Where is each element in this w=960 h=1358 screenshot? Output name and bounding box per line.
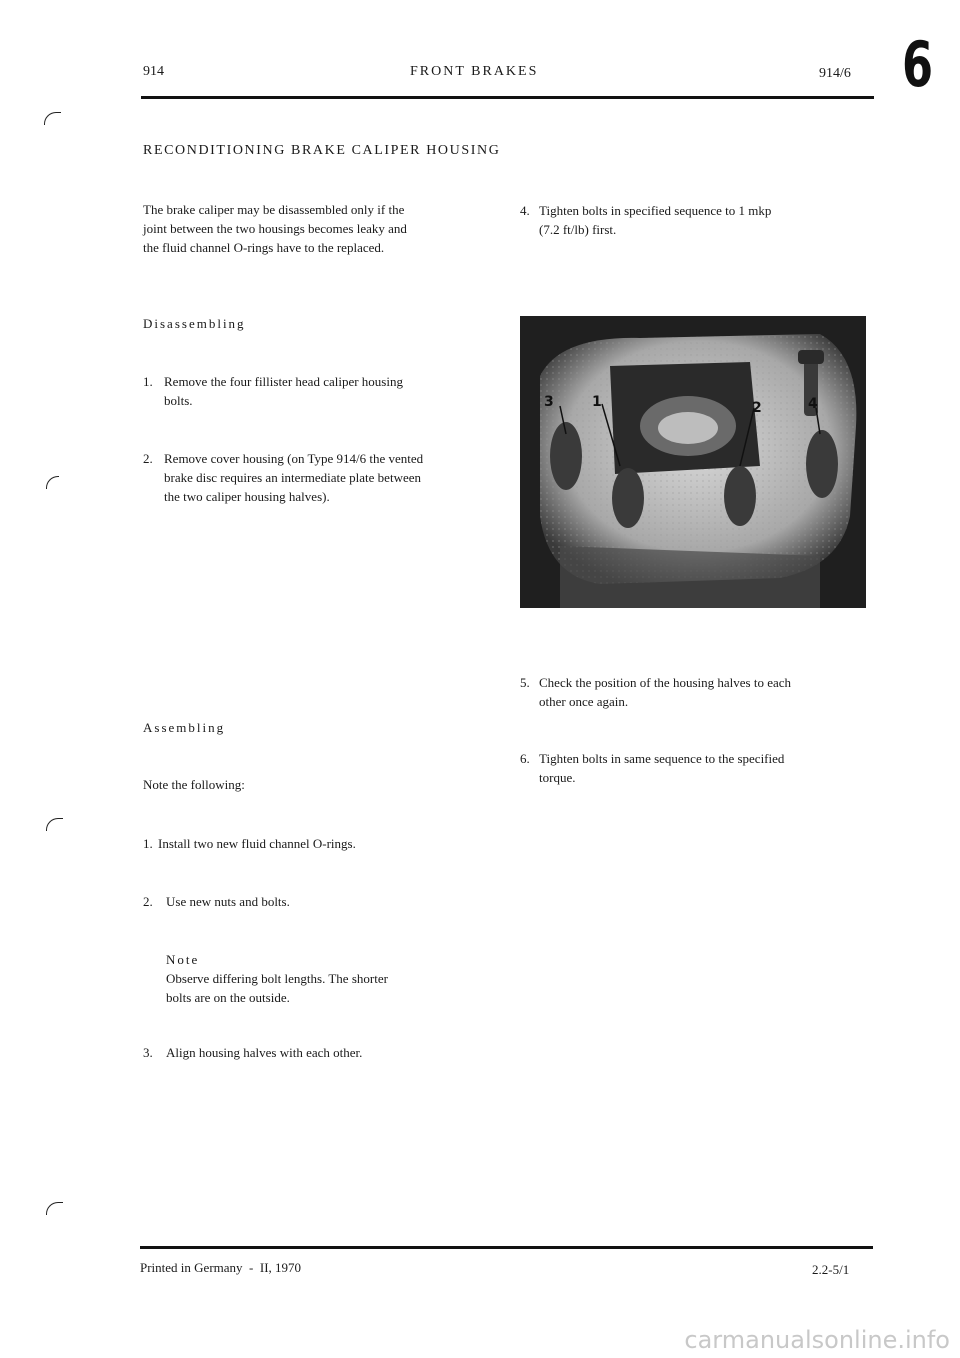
intro-paragraph	[143, 200, 503, 257]
caliper-illustration	[520, 316, 866, 608]
figure-label: 4	[808, 396, 818, 412]
bolt-note	[166, 950, 496, 1007]
footer-print-info: Printed in Germany - II, 1970	[140, 1260, 302, 1275]
step-line: Tighten bolts in same sequence to the specified	[539, 751, 785, 766]
note-following: Note the following:	[143, 777, 245, 792]
step-line: Tighten bolts in specified sequence to 1 mkp	[539, 203, 772, 218]
step-number: 6.	[520, 751, 530, 766]
step-number: 3.	[143, 1045, 153, 1060]
margin-mark	[44, 112, 61, 125]
footer-page-number: 2.2-5/1	[812, 1262, 850, 1277]
step-line: torque.	[539, 770, 576, 785]
margin-mark	[46, 476, 59, 489]
step-number: 2.	[143, 451, 153, 466]
section-number: 6	[902, 28, 934, 101]
intro-line: the fluid channel O-rings have to the replaced.	[143, 240, 385, 255]
step-line: (7.2 ft/lb) first.	[539, 222, 617, 237]
step-number: 1.	[143, 374, 153, 389]
intro-line: The brake caliper may be disassembled only if the	[143, 202, 405, 217]
step-line: brake disc requires an intermediate plate between	[164, 470, 421, 485]
step-line: the two caliper housing halves).	[164, 489, 330, 504]
figure-label: 2	[752, 400, 762, 416]
note-line: Observe differing bolt lengths. The shorter	[166, 971, 388, 986]
step-number: 2.	[143, 894, 153, 909]
disassembling-heading: Disassembling	[143, 316, 246, 331]
header-rule	[141, 96, 874, 99]
footer-rule	[140, 1246, 873, 1249]
note-label: Note	[166, 952, 200, 967]
caliper-photo	[520, 316, 866, 608]
intro-line: joint between the two housings becomes leaky and	[143, 221, 407, 236]
assembling-heading: Assembling	[143, 720, 226, 735]
figure-label: 1	[592, 394, 602, 410]
step-number: 4.	[520, 203, 530, 218]
step-line: Align housing halves with each other.	[166, 1045, 363, 1060]
step-line: Install two new fluid channel O-rings.	[158, 836, 356, 851]
step-line: Remove cover housing (on Type 914/6 the vented	[164, 451, 424, 466]
step-line: Check the position of the housing halves to each	[539, 675, 792, 690]
header-section-title: FRONT BRAKES	[410, 64, 539, 79]
step-line: Use new nuts and bolts.	[166, 894, 290, 909]
margin-mark	[46, 1202, 63, 1215]
step-number: 5.	[520, 675, 530, 690]
step-number: 1.	[143, 836, 153, 851]
step-line: bolts.	[164, 393, 193, 408]
header-model: 914	[143, 64, 164, 79]
header-model-variant: 914/6	[819, 66, 851, 81]
note-line: bolts are on the outside.	[166, 990, 290, 1005]
figure-label: 3	[544, 394, 554, 410]
margin-mark	[46, 818, 63, 831]
step-line: Remove the four fillister head caliper housing	[164, 374, 403, 389]
watermark: carmanualsonline.info	[684, 1326, 950, 1354]
step-line: other once again.	[539, 694, 629, 709]
page-title: RECONDITIONING BRAKE CALIPER HOUSING	[143, 143, 501, 158]
